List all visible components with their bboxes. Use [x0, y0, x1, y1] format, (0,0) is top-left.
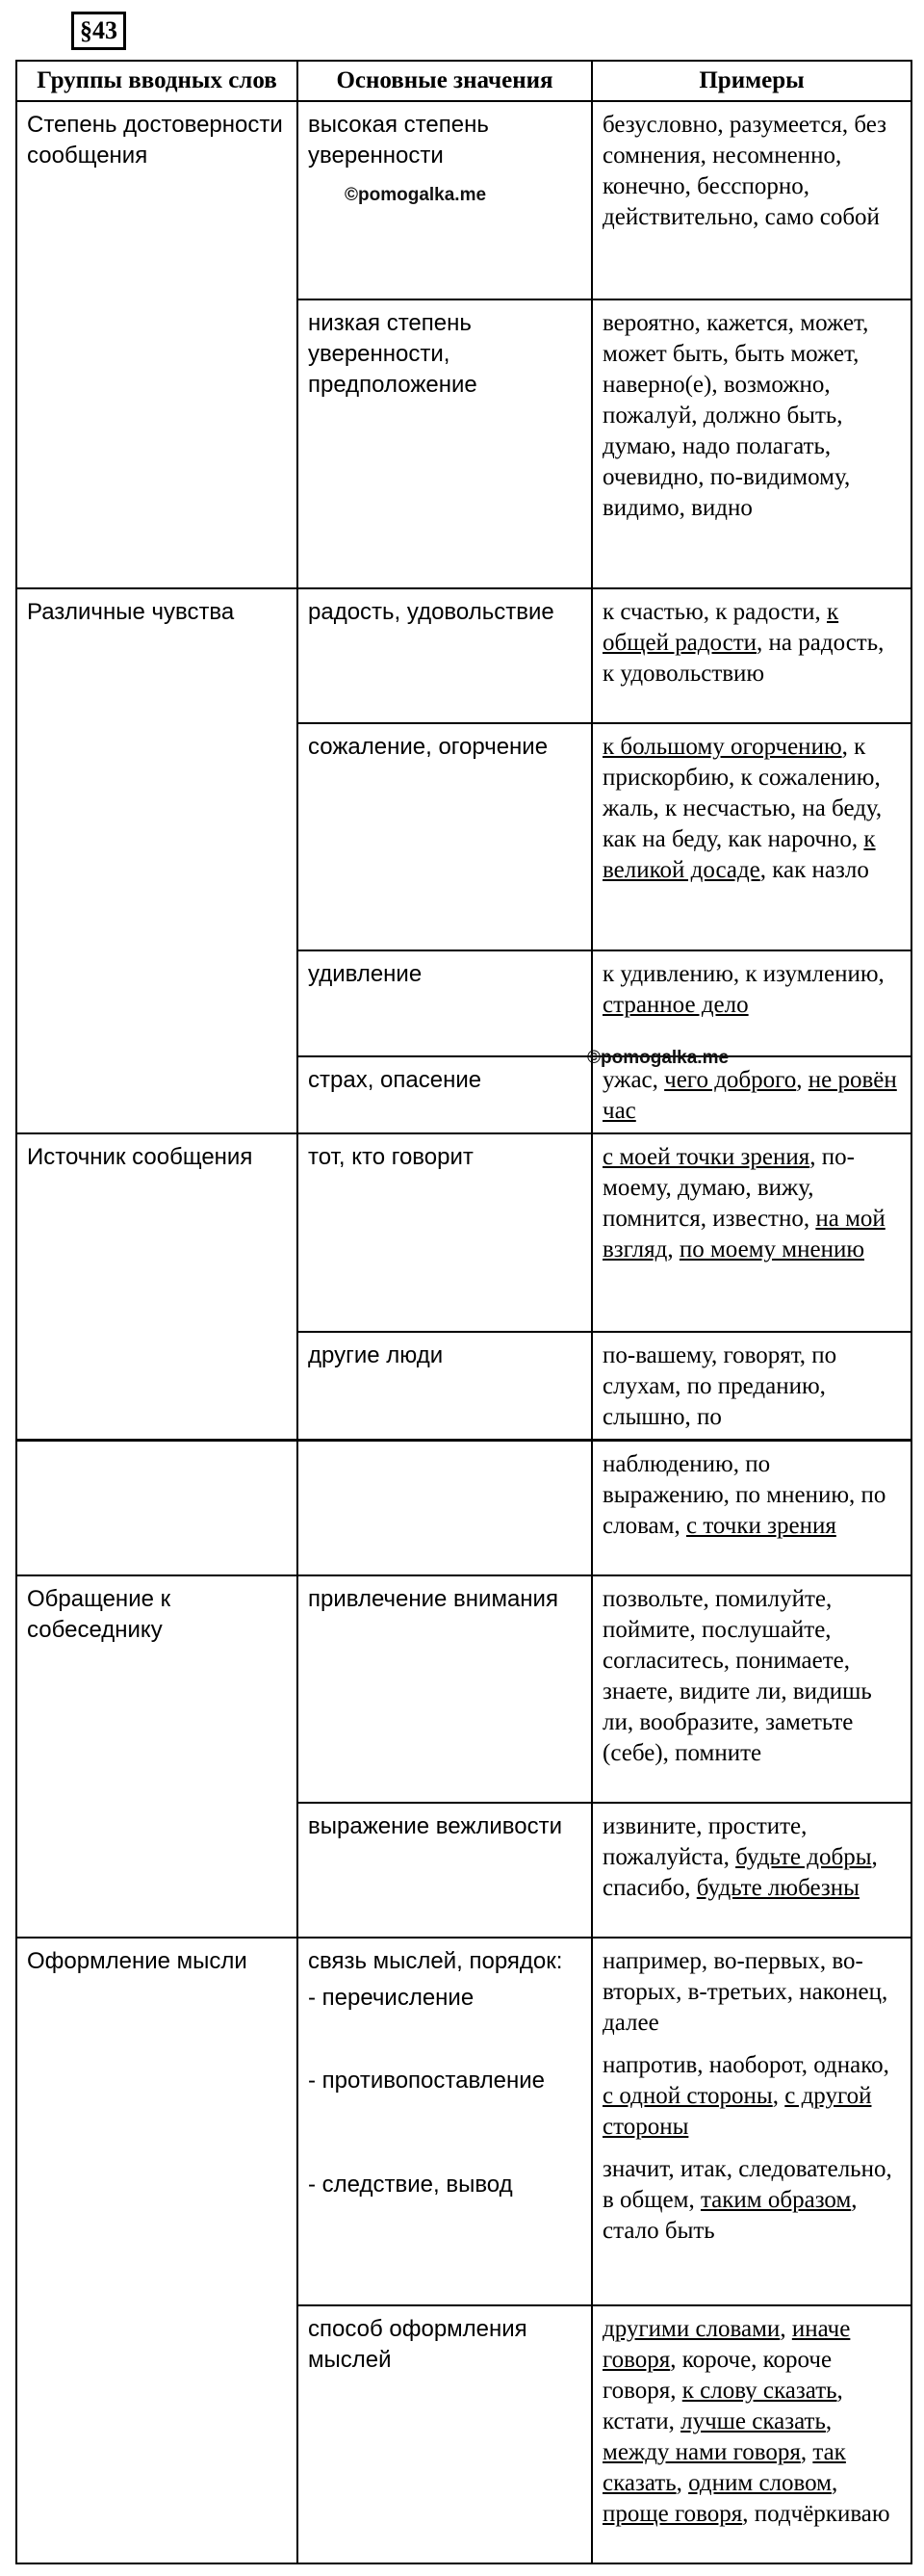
group-cell: Обращение к собеседнику — [16, 1575, 297, 1803]
table-row — [16, 2305, 911, 2563]
group-cell — [16, 1803, 297, 1938]
meaning-cell: радость, удовольствие — [297, 588, 592, 723]
table-row — [16, 1332, 911, 1440]
table-row — [16, 723, 911, 950]
meaning-cell: способ оформления мыслей — [297, 2305, 592, 2563]
section-number: §43 — [71, 12, 126, 50]
meaning-sub-contrast: - противопоставление — [308, 2068, 546, 2094]
meaning-cell: другие люди — [297, 1332, 592, 1440]
meaning-cell: тот, кто говорит — [297, 1133, 592, 1332]
examples-contrast: напротив, наоборот, однако, с одной стороны, с другой стороны — [603, 2052, 889, 2140]
meaning-cell: привлечение внимания — [297, 1575, 592, 1803]
examples-cell: к большому огорчению, к прискорбию, к сожалению, жаль, к несчастью, на беду, как на беду, как нарочно, к великой досаде, как назло — [592, 723, 911, 950]
header-examples: Примеры — [592, 61, 911, 101]
examples-cell: к счастью, к радости, к общей радости, на радость, к удовольствию — [592, 588, 911, 723]
table-row — [16, 1575, 911, 1803]
group-cell — [16, 2305, 297, 2563]
group-cell — [16, 1056, 297, 1133]
table-row — [16, 1133, 911, 1332]
meaning-cell — [297, 1938, 592, 2305]
meaning-heading: связь мыслей, порядок: — [308, 1948, 563, 1974]
group-cell — [16, 723, 297, 950]
meaning-cell: высокая степень уверенности — [297, 101, 592, 299]
group-cell — [16, 950, 297, 1056]
examples-cell: к удивлению, к изумлению, странное дело — [592, 950, 911, 1056]
group-cell: Различные чувства — [16, 588, 297, 723]
meaning-cell — [297, 1441, 592, 1575]
meaning-cell: сожаление, огорчение — [297, 723, 592, 950]
meaning-sub-enumeration: - перечисление — [308, 1985, 475, 2011]
table-row — [16, 299, 911, 588]
watermark: ©pomogalka.me — [345, 185, 487, 205]
watermark: ©pomogalka.me — [587, 1048, 730, 1068]
examples-enumeration: например, во-первых, во-вторых, в-третьих, наконец, далее — [603, 1948, 888, 2036]
examples-cell: по-вашему, говорят, по слухам, по преданию, слышно, по — [592, 1332, 911, 1440]
table-row — [16, 950, 911, 1056]
examples-cell: позвольте, помилуйте, поймите, послушайте, согласитесь, понимаете, знаете, видите ли, видишь ли, вообразите, заметьте (себе), помните — [592, 1575, 911, 1803]
meaning-sub-conclusion: - следствие, вывод — [308, 2172, 513, 2198]
header-row — [16, 61, 911, 101]
meaning-cell: страх, опасение — [297, 1056, 592, 1133]
header-meanings: Основные значения — [297, 61, 592, 101]
group-cell — [16, 1332, 297, 1440]
table-row — [16, 1938, 911, 2305]
examples-cell: безусловно, разумеется, без сомнения, несомненно, конечно, бесспорно, действительно, само собой — [592, 101, 911, 299]
table-row — [16, 1441, 911, 1575]
meaning-cell: низкая степень уверенности, предположение — [297, 299, 592, 588]
table-row — [16, 588, 911, 723]
group-cell: Источник сообщения — [16, 1133, 297, 1332]
meaning-cell: выражение вежливости — [297, 1803, 592, 1938]
introductory-words-table — [15, 60, 912, 1441]
group-cell — [16, 1441, 297, 1575]
group-cell: Оформление мысли — [16, 1938, 297, 2305]
examples-cell: с моей точки зрения, по-моему, думаю, вижу, помнится, известно, на мой взгляд, по моему мнению — [592, 1133, 911, 1332]
examples-conclusion: значит, итак, следовательно, в общем, таким образом, стало быть — [603, 2156, 892, 2244]
group-cell — [16, 299, 297, 588]
header-groups: Группы вводных слов — [16, 61, 297, 101]
examples-cell: вероятно, кажется, может, может быть, быть может, наверно(е), возможно, пожалуй, должно быть, думаю, надо полагать, очевидно, по-видимому, видимо, видно — [592, 299, 911, 588]
table-row — [16, 1056, 911, 1133]
examples-cell: другими словами, иначе говоря, короче, короче говоря, к слову сказать, кстати, лучше сказать, между нами говоря, так сказать, одним словом, проще говоря, подчёркиваю — [592, 2305, 911, 2563]
introductory-words-table-continued — [15, 1440, 912, 2564]
examples-cell: наблюдению, по выражению, по мнению, по словам, с точки зрения — [592, 1441, 911, 1575]
group-cell: Степень достоверности сообщения — [16, 101, 297, 299]
meaning-cell: удивление — [297, 950, 592, 1056]
examples-cell: извините, простите, пожалуйста, будьте добры, спасибо, будьте любезны — [592, 1803, 911, 1938]
table-row — [16, 1803, 911, 1938]
examples-cell: ужас, чего доброго, не ровён час — [592, 1056, 911, 1133]
examples-cell — [592, 1938, 911, 2305]
